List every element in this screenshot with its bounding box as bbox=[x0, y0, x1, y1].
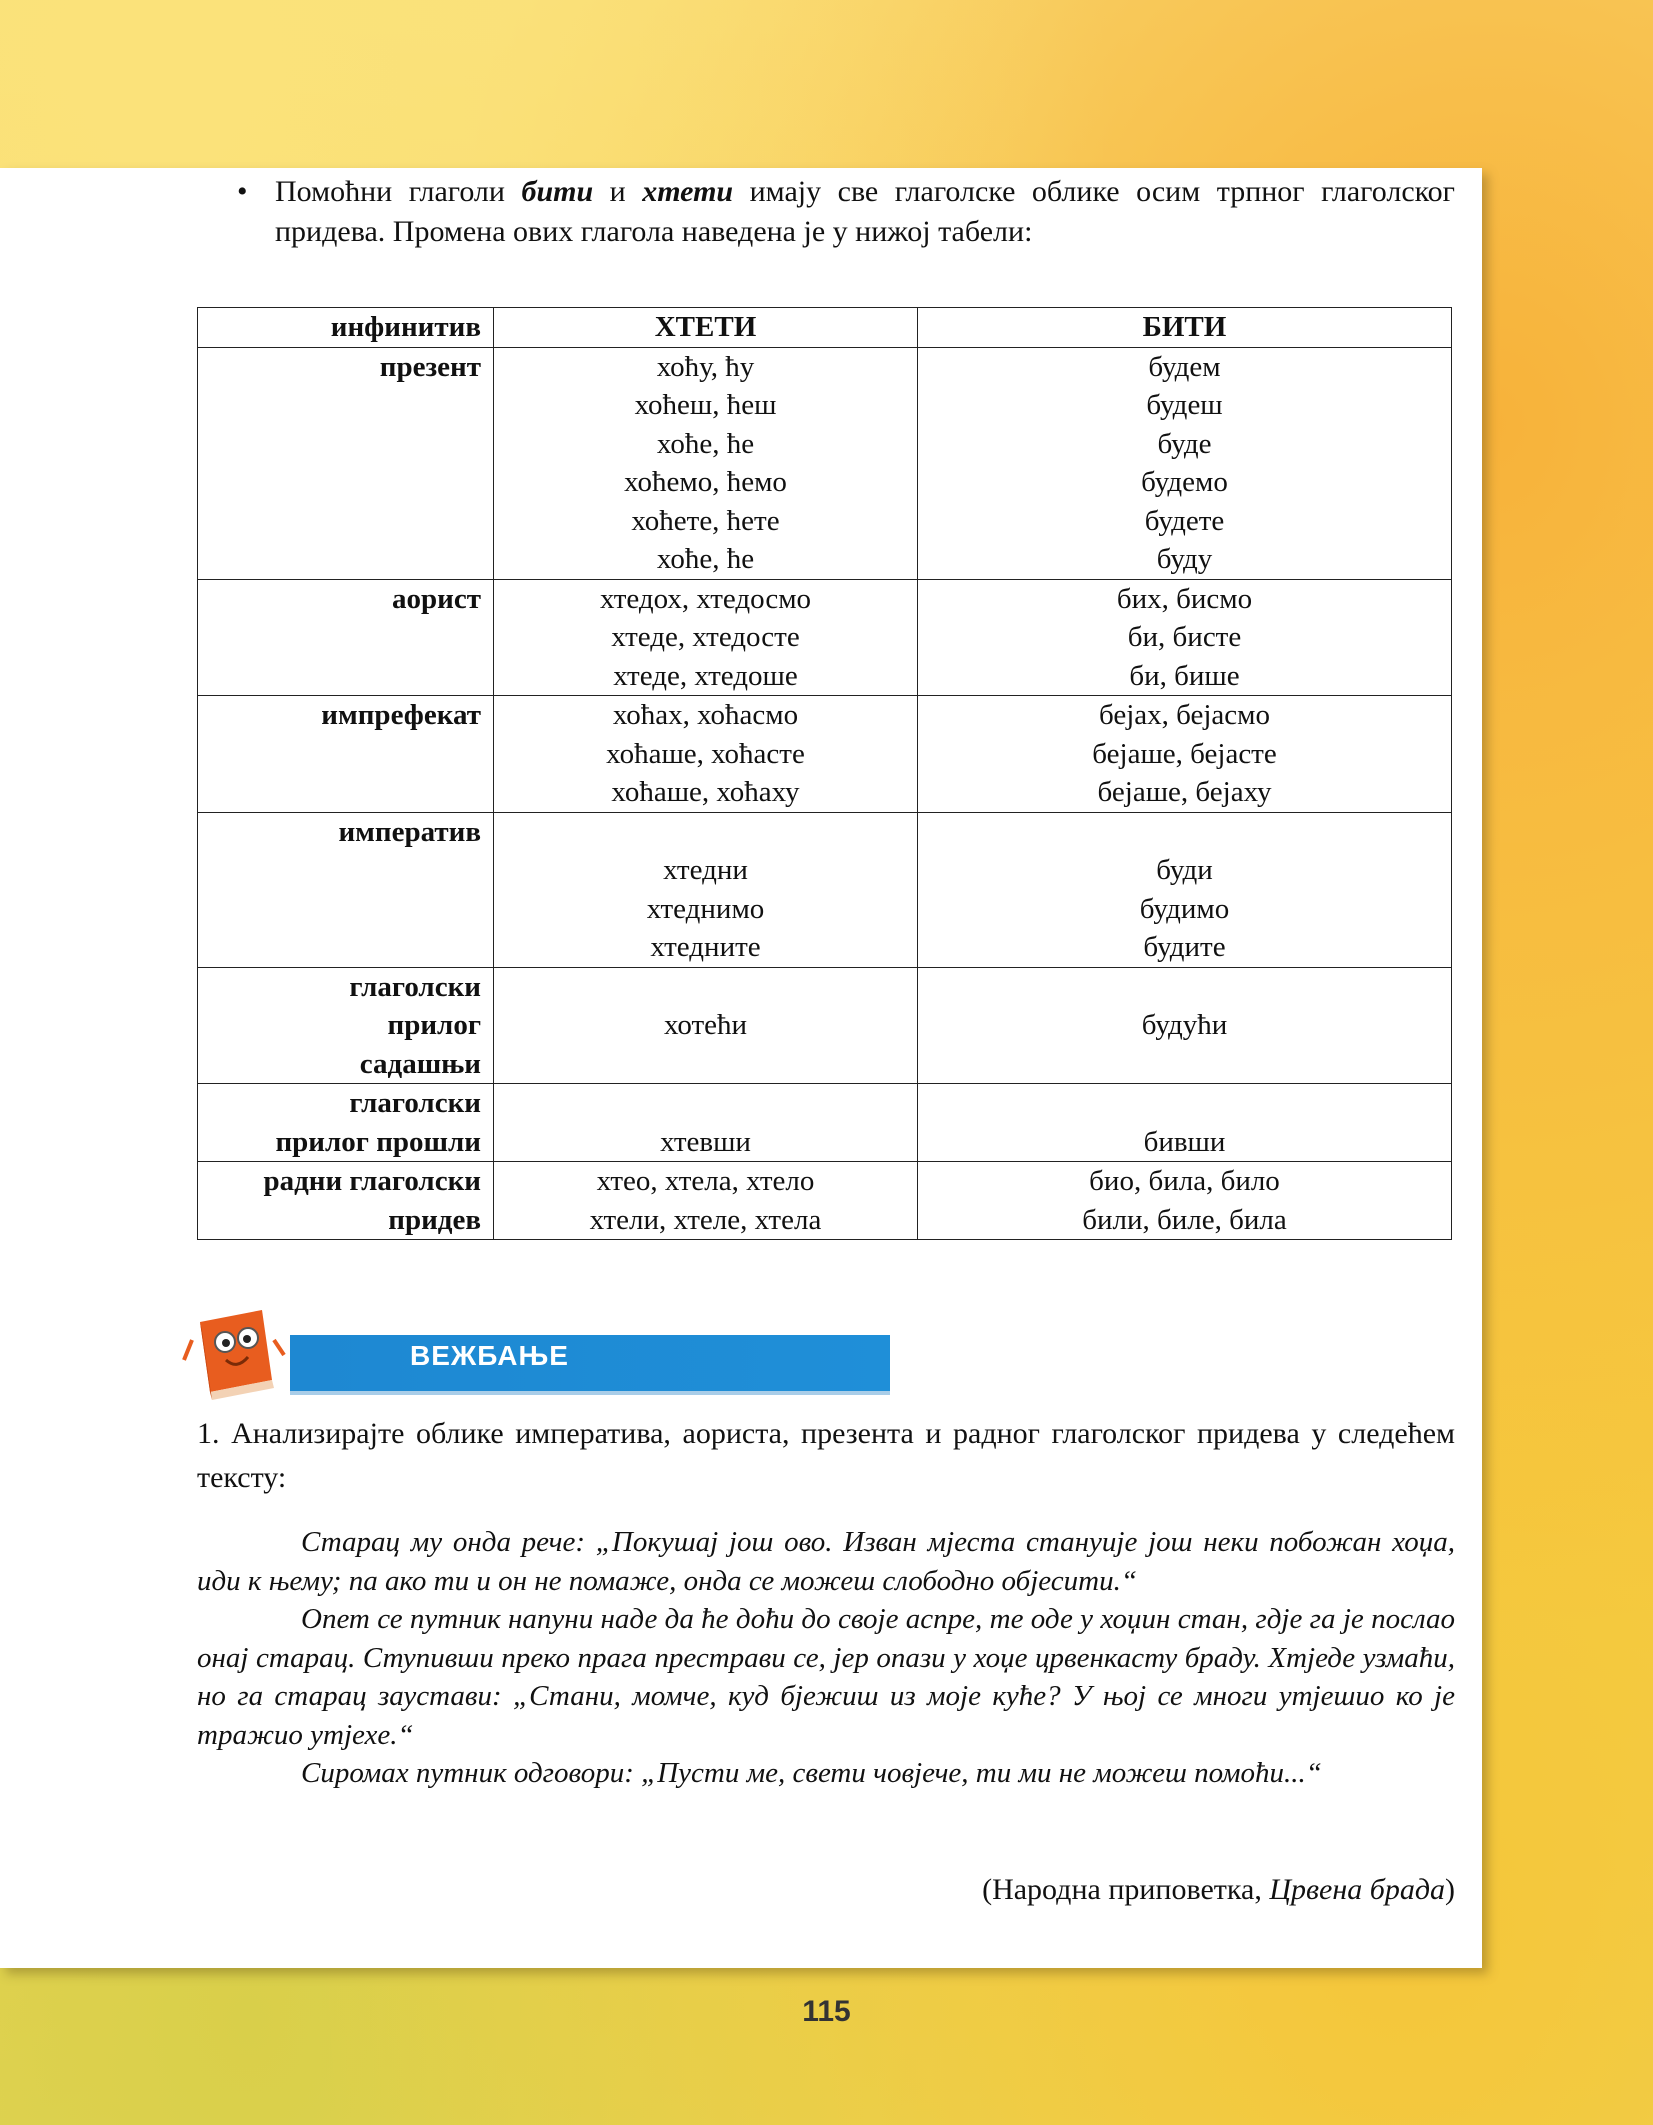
cell-line: хтели, хтеле, хтела bbox=[589, 1203, 822, 1236]
header-hteti: ХТЕТИ bbox=[494, 308, 918, 348]
cell-line: хтедох, хтедосмо bbox=[599, 582, 812, 615]
row-label bbox=[198, 1084, 494, 1162]
table-row bbox=[198, 1162, 1452, 1240]
cell-line: бејаше, бејаху bbox=[1097, 776, 1272, 808]
table-row bbox=[198, 1084, 1452, 1162]
cell-line: буду bbox=[1156, 543, 1213, 575]
cell-line: бејаше, бејасте bbox=[1092, 737, 1277, 770]
cell-line: будем bbox=[1148, 350, 1221, 383]
exercise-banner bbox=[180, 1300, 720, 1410]
cell-hteti bbox=[494, 812, 918, 967]
cell-line: будите bbox=[1143, 931, 1226, 963]
cell-line: хоћах, хоћасмо bbox=[612, 699, 799, 731]
cell-biti bbox=[918, 812, 1452, 967]
verb-hteti: хтети bbox=[642, 175, 734, 208]
cell-line: будеш bbox=[1146, 389, 1223, 421]
cell-line: бејах, бејасмо bbox=[1098, 699, 1271, 731]
row-label bbox=[198, 1162, 494, 1240]
cell-line: буди bbox=[1156, 854, 1213, 886]
table-row bbox=[198, 967, 1452, 1084]
cell-line: импрефекат bbox=[321, 699, 481, 731]
table-row bbox=[198, 812, 1452, 967]
conjugation-table bbox=[197, 307, 1452, 1240]
cell-line: садашњи bbox=[359, 1047, 481, 1080]
table-header-row bbox=[198, 308, 1452, 348]
source-suffix: ) bbox=[1445, 1873, 1455, 1906]
cell-line: би, бисте bbox=[1127, 621, 1242, 653]
cell-line: хоће, ће bbox=[656, 543, 755, 575]
cell-line: хоћемо, ћемо bbox=[624, 466, 787, 498]
bullet: • bbox=[237, 175, 248, 208]
quoted-text bbox=[197, 1523, 1455, 1793]
quote-paragraph: Опет се путник напуни наде да ће доћи до своје аспре, те оде у хоџин стан, гдје га је послао онај старац. Ступивши преко прага престрави се, јер опази у хоџе црвенкасту браду. Хтједе узмаћи, но га старац заустави: „Стани, момче, куд бјежиш из моје куће? У њој се многи утјешио ко је тражио утјехе.“ bbox=[197, 1603, 1455, 1751]
cell-line: хотећи bbox=[663, 1009, 748, 1041]
verb-biti: бити bbox=[521, 175, 594, 208]
cell-line: будимо bbox=[1139, 892, 1230, 925]
intro-text-1: Помоћни глаголи bbox=[275, 175, 522, 208]
quote-paragraph: Сиромах путник одговори: „Пусти ме, свети човјече, ти ми не можеш помоћи...“ bbox=[301, 1757, 1322, 1789]
cell-hteti bbox=[494, 1084, 918, 1162]
cell-biti bbox=[918, 579, 1452, 696]
intro-text-3: имају све глаголске облике осим трпног глаголског придева. Промена ових глагола наведена је у нижој табели: bbox=[275, 175, 1455, 248]
cell-line: будете bbox=[1144, 504, 1225, 537]
row-label bbox=[198, 696, 494, 813]
cell-line: хтедните bbox=[650, 931, 761, 963]
cell-line: био, била, било bbox=[1089, 1165, 1280, 1197]
cell-line: хтедни bbox=[663, 854, 748, 886]
cell-line: буде bbox=[1157, 427, 1212, 460]
cell-line: бивши bbox=[1143, 1125, 1226, 1158]
cell-hteti bbox=[494, 967, 918, 1084]
cell-hteti bbox=[494, 347, 918, 579]
intro-paragraph bbox=[237, 172, 1455, 252]
cell-line: глаголски bbox=[349, 1087, 481, 1119]
cell-line: хоћаше, хоћаху bbox=[611, 776, 800, 808]
cell-line: императив bbox=[338, 815, 481, 848]
cell-line: будући bbox=[1141, 1009, 1228, 1041]
book-mascot-icon bbox=[180, 1300, 300, 1410]
source-title: Црвена брада bbox=[1269, 1873, 1445, 1906]
exercise-title: ВЕЖБАЊЕ bbox=[410, 1340, 569, 1371]
source-prefix: (Народна приповетка, bbox=[982, 1873, 1270, 1906]
quote-source bbox=[197, 1870, 1455, 1910]
intro-text-2: и bbox=[593, 175, 643, 208]
cell-line: хоћу, ћу bbox=[656, 350, 755, 383]
cell-line: радни глаголски bbox=[263, 1165, 481, 1197]
cell-line: аорист bbox=[392, 582, 481, 615]
table-row bbox=[198, 347, 1452, 579]
cell-line: хтеде, хтедоше bbox=[613, 659, 798, 692]
cell-line: били, биле, била bbox=[1082, 1203, 1287, 1236]
cell-line: прилог bbox=[387, 1009, 481, 1041]
cell-biti bbox=[918, 1084, 1452, 1162]
cell-line: хтеднимо bbox=[646, 892, 765, 925]
cell-hteti bbox=[494, 579, 918, 696]
cell-line: хоће, ће bbox=[656, 427, 755, 460]
cell-line: презент bbox=[379, 350, 481, 383]
cell-hteti bbox=[494, 696, 918, 813]
row-label bbox=[198, 812, 494, 967]
cell-line: хоћете, ћете bbox=[631, 504, 780, 537]
page-number: 115 bbox=[802, 1995, 851, 2028]
cell-line: би, бише bbox=[1129, 659, 1240, 692]
cell-line: хтевши bbox=[660, 1125, 751, 1158]
row-label bbox=[198, 579, 494, 696]
cell-hteti bbox=[494, 1162, 918, 1240]
cell-line: хоћаше, хоћасте bbox=[606, 737, 805, 770]
cell-line: хтеде, хтедосте bbox=[611, 621, 800, 653]
cell-line: глаголски bbox=[349, 970, 481, 1003]
cell-line: прилог прошли bbox=[275, 1125, 481, 1158]
row-label bbox=[198, 347, 494, 579]
cell-line: бих, бисмо bbox=[1116, 582, 1253, 615]
cell-line: хоћеш, ћеш bbox=[634, 389, 777, 421]
cell-line: придев bbox=[388, 1203, 481, 1236]
cell-biti bbox=[918, 967, 1452, 1084]
table-row bbox=[198, 579, 1452, 696]
cell-line: хтео, хтела, хтело bbox=[596, 1165, 815, 1197]
cell-biti bbox=[918, 347, 1452, 579]
table-row bbox=[198, 696, 1452, 813]
header-biti: БИТИ bbox=[918, 308, 1452, 348]
row-label bbox=[198, 967, 494, 1084]
cell-line: будемо bbox=[1141, 466, 1228, 498]
header-label: инфинитив bbox=[198, 308, 494, 348]
exercise-bar bbox=[290, 1335, 890, 1395]
cell-biti bbox=[918, 696, 1452, 813]
exercise-task: 1. Анализирајте облике императива, аориста, презента и радног глаголског придева у следећем тексту: bbox=[197, 1417, 1455, 1494]
cell-biti bbox=[918, 1162, 1452, 1240]
quote-paragraph: Старац му онда рече: „Покушај још ово. Изван мјеста стануије још неки побожан хоџа, иди к њему; па ако ти и он не помаже, онда се можеш слободно објесити.“ bbox=[197, 1526, 1455, 1597]
